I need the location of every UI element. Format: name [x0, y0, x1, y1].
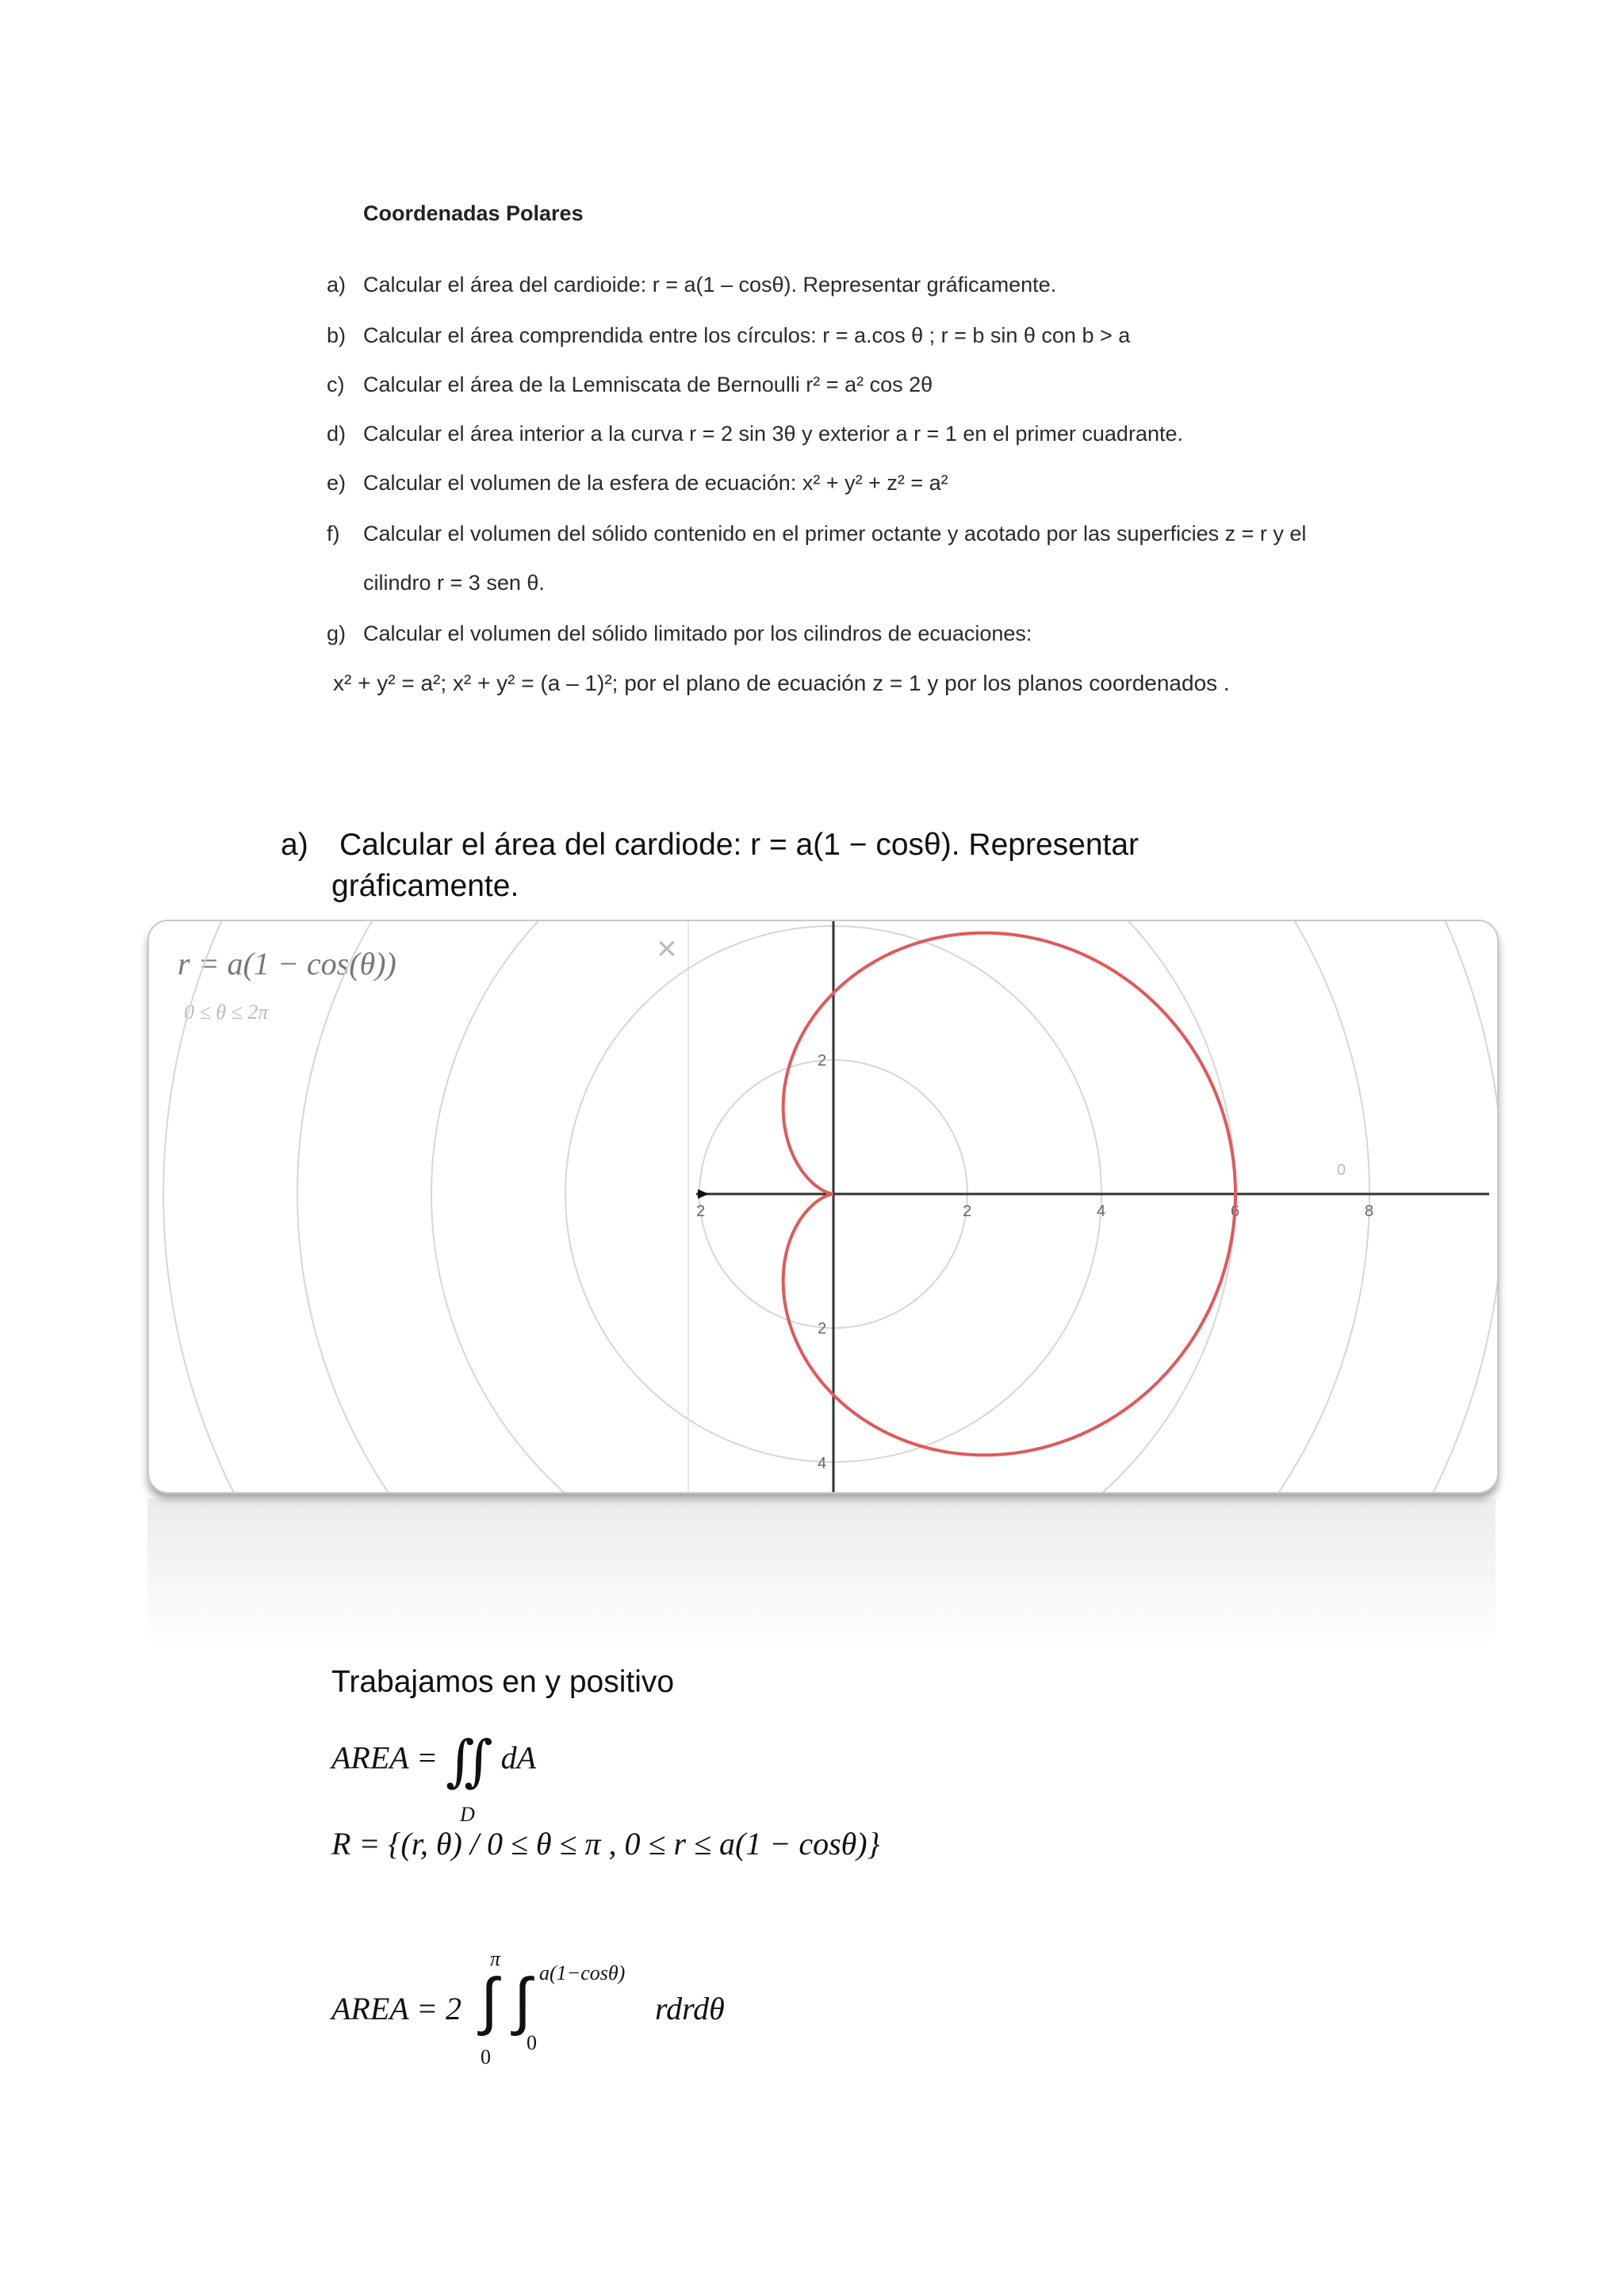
exercise-letter: c) [327, 373, 345, 396]
inner-integral-sign: ∫ [514, 1965, 531, 2036]
corner-label: 0 [1337, 1161, 1346, 1179]
scan-title: Coordenadas Polares [363, 201, 584, 225]
exercise-f [327, 522, 1306, 553]
axis-arrow-icon [698, 1189, 709, 1199]
area-label: AREA = [331, 1739, 439, 1776]
exercise-b [327, 323, 1130, 355]
graph-canvas[interactable] [149, 921, 1497, 1492]
exercise-text: Calcular el volumen del sólido contenido en el primer octante y acotado por las superficies z = r y el [363, 522, 1307, 545]
y-tick-label: 4 [818, 1455, 827, 1472]
integral-domain: D [460, 1803, 475, 1826]
algebra-expression[interactable]: r = a(1 − cos(θ)) [178, 946, 396, 982]
exercise-text: Calcular el área interior a la curva r = 2 sin 3θ y exterior a r = 1 en el primer cuadrante. [363, 422, 1183, 446]
integrand: rdrdθ [655, 1991, 725, 2026]
exercise-g-equations: x² + y² = a²; x² + y² = (a – 1)²; por el plano de ecuación z = 1 y por los planos coordenados . [333, 671, 1230, 695]
inner-upper-limit: a(1−cosθ) [539, 1961, 626, 1984]
region-definition: R = {(r, θ) / 0 ≤ θ ≤ π , 0 ≤ r ≤ a(1 − cosθ)} [331, 1826, 880, 1862]
differential: dA [500, 1739, 537, 1776]
exercise-text: Calcular el área comprendida entre los círculos: r = a.cos θ ; r = b sin θ con b > a [363, 323, 1131, 347]
exercise-g [327, 622, 1032, 653]
exercise-a [327, 273, 1056, 304]
graph-panel [147, 920, 1499, 1494]
polar-grid [163, 921, 1497, 1492]
polar-grid-circle-10 [163, 921, 1497, 1492]
outer-lower-limit: 0 [481, 2045, 491, 2068]
heading-letter: a) [281, 828, 308, 862]
exercise-letter: a) [327, 273, 347, 297]
y-tick-label: 2 [818, 1320, 827, 1337]
heading-text: Calcular el área del cardiode: r = a(1 − cosθ). Representar [339, 828, 1139, 862]
exercise-text: Calcular el área de la Lemniscata de Bernoulli r² = a² cos 2θ [363, 373, 933, 396]
heading-text-continued: gráficamente. [331, 869, 519, 903]
exercise-text: Calcular el volumen del sólido limitado por los cilindros de ecuaciones: [363, 622, 1032, 645]
x-tick-label: 8 [1365, 1203, 1374, 1220]
work-intro: Trabajamos en y positivo [331, 1665, 675, 1699]
x-tick-label: 2 [963, 1203, 972, 1220]
area-iterated-label: AREA = 2 [331, 1991, 462, 2026]
exercise-letter: f) [327, 522, 340, 545]
exercise-e [327, 471, 948, 503]
theta-range: 0 ≤ θ ≤ 2π [184, 1001, 269, 1024]
exercise-text: Calcular el área del cardioide: r = a(1 – cosθ). Representar gráficamente. [363, 273, 1057, 297]
outer-upper-limit: π [490, 1947, 501, 1970]
inner-lower-limit: 0 [527, 2031, 537, 2054]
exercise-letter: b) [327, 323, 347, 347]
outer-integral-sign: ∫ [481, 1965, 498, 2036]
x-tick-label: 6 [1231, 1203, 1240, 1220]
y-tick-label: 2 [818, 1052, 827, 1070]
exercise-d [327, 422, 1183, 453]
exercise-letter: d) [327, 422, 347, 446]
area-double-integral [331, 1728, 536, 1794]
section-heading [281, 825, 1312, 907]
x-tick-label: 2 [696, 1203, 706, 1220]
double-integral-sign: ∬ [446, 1732, 493, 1793]
panel-reflection [147, 1498, 1496, 1649]
exercise-letter: g) [327, 622, 347, 645]
exercise-c [327, 373, 933, 404]
exercise-f-continued: cilindro r = 3 sen θ. [363, 571, 545, 595]
close-icon[interactable]: × [657, 929, 677, 968]
exercise-text: Calcular el volumen de la esfera de ecuación: x² + y² + z² = a² [363, 471, 948, 495]
exercise-letter: e) [327, 471, 347, 495]
x-tick-label: 4 [1097, 1203, 1106, 1220]
